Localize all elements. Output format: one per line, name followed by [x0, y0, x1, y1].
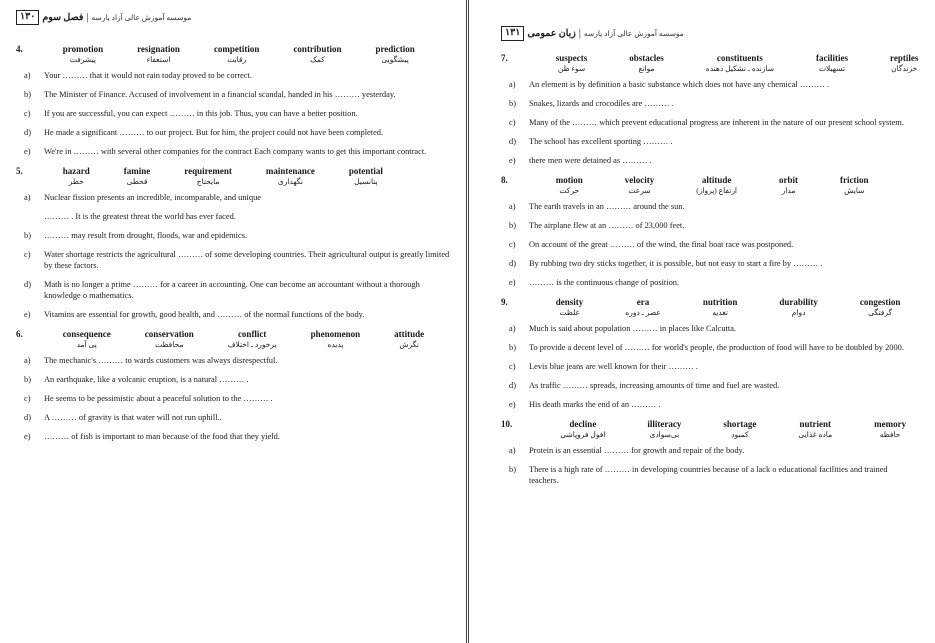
vocab-persian: ماده غذایی: [798, 430, 833, 439]
vocab-persian: خزندگان: [891, 64, 918, 73]
question-letter: b): [509, 99, 516, 108]
vocab-row: [501, 297, 919, 318]
question-text: Vitamins are essential for growth, good health, and ……… of the normal functions of the body.: [44, 310, 365, 319]
question-letter: a): [509, 202, 516, 211]
question-item: [501, 258, 919, 269]
vocab-persian: استعفاء: [146, 55, 171, 64]
question-item: [16, 230, 454, 241]
vocab-english: competition: [213, 44, 260, 54]
question-letter: [16, 211, 44, 222]
question-item: [501, 136, 919, 147]
vocab-english: nutrition: [702, 297, 738, 307]
question-letter: b): [24, 375, 31, 384]
question-letter: e): [509, 156, 516, 165]
question-letter: d): [509, 381, 516, 390]
question-letter: c): [24, 109, 31, 118]
question-letter: c): [509, 118, 516, 127]
question-text: The earth travels in an ……… around the sun.: [529, 202, 685, 211]
vocab-english: decline: [569, 419, 597, 429]
vocab-word: [311, 329, 361, 350]
question-item: [501, 323, 919, 334]
question-letter: e): [509, 278, 516, 287]
question-item: [16, 412, 454, 423]
question-item: [16, 355, 454, 366]
vocab-english: conservation: [144, 329, 194, 339]
vocab-english: famine: [123, 166, 151, 176]
exercise: [16, 166, 454, 320]
vocab-row: [501, 175, 919, 196]
question-item: [16, 211, 454, 222]
vocab-word: [556, 175, 583, 196]
question-item: [16, 108, 454, 119]
exercise: [501, 53, 919, 166]
vocab-english: constituents: [716, 53, 763, 63]
vocab-english: reptiles: [890, 53, 919, 63]
question-letter: e): [24, 147, 31, 156]
vocab-word: [124, 166, 151, 187]
question-item: [16, 127, 454, 138]
vocab-persian: رقابت: [227, 55, 247, 64]
exercise: [501, 175, 919, 288]
question-text: By rubbing two dry sticks together, it is possible, but not easy to start a fire by ……… .: [529, 259, 823, 268]
question-item: [16, 393, 454, 404]
question-text: Snakes, lizards and crocodiles are ……… .: [529, 99, 674, 108]
vocab-english: congestion: [859, 297, 901, 307]
question-letter: b): [509, 221, 516, 230]
question-text: An element is by definition a basic substance which does not have any chemical ……… .: [529, 80, 830, 89]
vocab-english: friction: [840, 175, 869, 185]
question-text: There is a high rate of ……… in developing countries because of a lack o educational facilities and trained teachers.: [529, 465, 888, 485]
question-item: [501, 342, 919, 353]
question-text: Your ……… that it would not rain today proved to be correct.: [44, 71, 253, 80]
vocab-persian: کمک: [310, 55, 325, 64]
vocab-english: durability: [779, 297, 818, 307]
vocab-english: conflict: [237, 329, 267, 339]
vocab-row: [501, 419, 919, 440]
question-text: His death marks the end of an ……… .: [529, 400, 661, 409]
vocab-persian: مایحتاج: [196, 177, 220, 186]
question-item: [16, 70, 454, 81]
question-letter: a): [24, 193, 31, 202]
vocab-word: [860, 297, 901, 318]
vocab-english: promotion: [62, 44, 104, 54]
question-item: [501, 464, 919, 486]
question-list: [501, 201, 919, 288]
question-letter: c): [509, 240, 516, 249]
question-text: ……… . It is the greatest threat the world has ever faced.: [44, 212, 236, 221]
vocab-english: motion: [555, 175, 583, 185]
vocab-english: illiteracy: [647, 419, 682, 429]
vocab-persian: نگرش: [399, 340, 419, 349]
institute-name: موسسه آموزش عالی آزاد پارسه: [583, 29, 684, 38]
question-letter: c): [24, 394, 31, 403]
vocab-persian: حرکت: [559, 186, 580, 195]
question-letter: a): [509, 80, 516, 89]
vocab-word: [556, 297, 584, 318]
vocab-word: [706, 53, 774, 74]
vocab-persian: تسهیلات: [819, 64, 846, 73]
question-letter: b): [509, 343, 516, 352]
question-item: [16, 374, 454, 385]
question-letter: b): [509, 465, 516, 474]
vocab-english: suspects: [555, 53, 588, 63]
vocab-english: potential: [348, 166, 383, 176]
vocab-english: shortage: [723, 419, 757, 429]
vocab-english: velocity: [624, 175, 655, 185]
exercise-number: 9.: [501, 297, 508, 307]
exercise: [501, 297, 919, 410]
exercise-number: 7.: [501, 53, 508, 63]
vocab-english: nutrient: [799, 419, 831, 429]
vocab-word: [63, 329, 111, 350]
vocab-persian: پتانسیل: [354, 177, 378, 186]
vocab-persian: محافظت: [155, 340, 184, 349]
page-header: [16, 6, 454, 24]
vocab-word: [145, 329, 194, 350]
vocab-word: [625, 175, 655, 196]
vocab-english: prediction: [375, 44, 415, 54]
question-letter: d): [24, 413, 31, 422]
question-list: [16, 192, 454, 320]
vocab-persian: عصر ـ دوره: [625, 308, 661, 317]
question-letter: a): [24, 356, 31, 365]
question-item: [16, 146, 454, 157]
vocab-word: [266, 166, 315, 187]
vocab-persian: پیشرفت: [69, 55, 96, 64]
vocab-english: contribution: [293, 44, 342, 54]
vocab-persian: خطر: [68, 177, 84, 186]
question-list: [16, 355, 454, 442]
question-text: there men were detained as ……… .: [529, 156, 652, 165]
question-text: The school has excellent sporting ……… .: [529, 137, 673, 146]
header-group: [16, 10, 191, 25]
question-letter: a): [509, 324, 516, 333]
vocab-persian: حافظه: [879, 430, 901, 439]
vocab-english: obstacles: [629, 53, 664, 63]
vocab-english: memory: [874, 419, 907, 429]
vocab-english: maintenance: [265, 166, 315, 176]
exercise-number: 4.: [16, 44, 23, 54]
question-item: [16, 192, 454, 203]
question-item: [501, 445, 919, 456]
vocab-word: [798, 419, 832, 440]
question-letter: e): [509, 400, 516, 409]
exercise-list: [501, 53, 919, 486]
question-text: Math is no longer a prime ……… for a career in accounting. One can become an accountant without a thorough knowledge o mathematics.: [44, 280, 420, 300]
vocab-persian: قحطی: [126, 177, 148, 186]
page-number: ۱۳۰: [16, 10, 39, 25]
exercise-number: 5.: [16, 166, 23, 176]
vocab-persian: ارتفاع (پرواز): [696, 186, 738, 195]
vocab-word: [629, 53, 664, 74]
page-number: ۱۳۱: [501, 26, 524, 41]
question-item: [501, 399, 919, 410]
header-separator: |: [578, 28, 581, 39]
right-page: [471, 0, 935, 643]
question-text: ……… is the continuous change of position.: [529, 278, 680, 287]
question-item: [501, 361, 919, 372]
chapter-title: فصل سوم: [42, 13, 84, 23]
vocab-word: [703, 297, 738, 318]
vocab-word: [696, 175, 737, 196]
vocab-persian: گرفتگی: [868, 308, 893, 317]
vocab-word: [63, 166, 90, 187]
vocab-persian: سازنده ـ تشکیل دهنده: [705, 64, 775, 73]
question-text: We're in ……… with several other companies for the contract Each company wants to get this important contract.: [44, 147, 427, 156]
vocab-english: era: [636, 297, 650, 307]
vocab-english: density: [555, 297, 584, 307]
question-text: If you are successful, you can expect ……… in this job. Thus, you can have a better position.: [44, 109, 358, 118]
question-list: [16, 70, 454, 157]
question-letter: d): [509, 259, 516, 268]
vocab-english: altitude: [701, 175, 732, 185]
question-letter: d): [24, 280, 31, 289]
question-item: [501, 155, 919, 166]
vocab-english: attitude: [394, 329, 425, 339]
question-text: Protein is an essential ……… for growth and repair of the body.: [529, 446, 745, 455]
exercise-number: 6.: [16, 329, 23, 339]
question-text: He made a significant ……… to our project. But for him, the project could not have been completed.: [44, 128, 384, 137]
vocab-persian: دوام: [791, 308, 806, 317]
page-gutter: [466, 0, 469, 643]
vocab-persian: کمبود: [731, 430, 749, 439]
question-text: Water shortage restricts the agricultural ……… of some developing countries. Their agricultural output is greatly limited by these factors.: [44, 250, 450, 270]
vocab-persian: تغذیه: [712, 308, 728, 317]
question-text: Nuclear fission presents an incredible, incomparable, and unique: [44, 193, 261, 202]
question-item: [16, 431, 454, 442]
question-text: The Minister of Finance. Accused of involvement in a financial scandal, handed in his ……… yesterday.: [44, 90, 396, 99]
question-item: [501, 239, 919, 250]
vocab-persian: نگهداری: [277, 177, 304, 186]
question-list: [501, 445, 919, 486]
header-separator: |: [86, 12, 89, 23]
vocab-word: [779, 175, 798, 196]
question-item: [501, 380, 919, 391]
question-text: Much is said about population ……… in places like Calcutta.: [529, 324, 737, 333]
question-item: [501, 79, 919, 90]
vocab-english: resignation: [137, 44, 180, 54]
vocab-persian: پی آمد: [76, 340, 97, 349]
question-text: An earthquake, like a volcanic eruption, is a natural ……… .: [44, 375, 249, 384]
vocab-word: [228, 329, 277, 350]
question-text: ……… may result from drought, floods, war and epidemics.: [44, 231, 248, 240]
question-item: [501, 117, 919, 128]
vocab-word: [890, 53, 918, 74]
header-group: [501, 26, 684, 41]
vocab-persian: برخورد ـ اختلاف: [227, 340, 277, 349]
vocab-persian: پدیده: [327, 340, 344, 349]
vocab-english: orbit: [779, 175, 799, 185]
exercise-list: [16, 44, 454, 442]
vocab-persian: بی‌سوادی: [649, 430, 680, 439]
question-item: [16, 89, 454, 100]
page-header: [501, 26, 919, 44]
vocab-persian: سایش: [844, 186, 865, 195]
question-text: He seems to be pessimistic about a peaceful solution to the ……… .: [44, 394, 273, 403]
question-letter: d): [509, 137, 516, 146]
question-item: [501, 220, 919, 231]
institute-name: موسسه آموزش عالی آزاد پارسه: [91, 13, 192, 22]
question-letter: c): [509, 362, 516, 371]
question-letter: b): [24, 231, 31, 240]
exercise-number: 10.: [501, 419, 513, 429]
vocab-english: facilities: [816, 53, 849, 63]
question-text: The mechanic's ……… to wards customers was always disrespectful.: [44, 356, 278, 365]
vocab-word: [375, 44, 414, 65]
vocab-word: [816, 53, 848, 74]
question-item: [16, 279, 454, 301]
vocab-persian: سرعت: [628, 186, 651, 195]
vocab-persian: موانع: [638, 64, 655, 73]
vocab-word: [625, 297, 661, 318]
vocab-english: phenomenon: [310, 329, 361, 339]
exercise: [16, 44, 454, 157]
vocab-word: [137, 44, 180, 65]
question-list: [501, 323, 919, 410]
question-letter: e): [24, 310, 31, 319]
vocab-english: hazard: [62, 166, 90, 176]
vocab-word: [63, 44, 103, 65]
question-text: Levis blue jeans are well known for their ……… .: [529, 362, 698, 371]
question-letter: d): [24, 128, 31, 137]
vocab-word: [349, 166, 383, 187]
question-text: ……… of fish is important to man because of the food that they yield.: [44, 432, 280, 441]
vocab-word: [840, 175, 869, 196]
subject-title: زبان عمومی: [527, 29, 576, 39]
question-text: To provide a decent level of ……… for world's people, the production of food will have to be doubled by 2000.: [529, 343, 904, 352]
question-item: [16, 309, 454, 320]
question-letter: a): [509, 446, 516, 455]
vocab-word: [874, 419, 906, 440]
question-item: [501, 98, 919, 109]
question-text: Many of the ……… which prevent educational progress are inherent in the nature of our present school system.: [529, 118, 904, 127]
vocab-persian: مدار: [781, 186, 796, 195]
question-letter: b): [24, 90, 31, 99]
vocab-word: [556, 53, 588, 74]
vocab-row: [16, 166, 454, 187]
question-text: A ……… of gravity is that water will not run uphill..: [44, 413, 222, 422]
vocab-english: requirement: [184, 166, 232, 176]
question-letter: c): [24, 250, 31, 259]
vocab-row: [16, 44, 454, 65]
question-text: As traffic ……… spreads, increasing amounts of time and fuel are wasted.: [529, 381, 780, 390]
exercise: [501, 419, 919, 486]
exercise: [16, 329, 454, 442]
question-item: [16, 249, 454, 271]
vocab-word: [394, 329, 424, 350]
exercise-number: 8.: [501, 175, 508, 185]
vocab-word: [779, 297, 818, 318]
vocab-word: [293, 44, 341, 65]
vocab-row: [501, 53, 919, 74]
vocab-word: [214, 44, 260, 65]
vocab-persian: پیشگویی: [381, 55, 409, 64]
vocab-english: consequence: [62, 329, 111, 339]
vocab-word: [723, 419, 756, 440]
vocab-persian: غلظت: [559, 308, 580, 317]
vocab-persian: افول فروپاشی: [560, 430, 606, 439]
question-letter: a): [24, 71, 31, 80]
question-item: [501, 277, 919, 288]
question-text: The airplane flew at an ……… of 23,000 feet.: [529, 221, 685, 230]
vocab-persian: سوء ظن: [557, 64, 586, 73]
question-text: On account of the great ……… of the wind, the final boat race was postponed.: [529, 240, 794, 249]
question-list: [501, 79, 919, 166]
vocab-word: [184, 166, 232, 187]
question-item: [501, 201, 919, 212]
question-letter: e): [24, 432, 31, 441]
vocab-word: [560, 419, 605, 440]
vocab-row: [16, 329, 454, 350]
vocab-word: [647, 419, 681, 440]
